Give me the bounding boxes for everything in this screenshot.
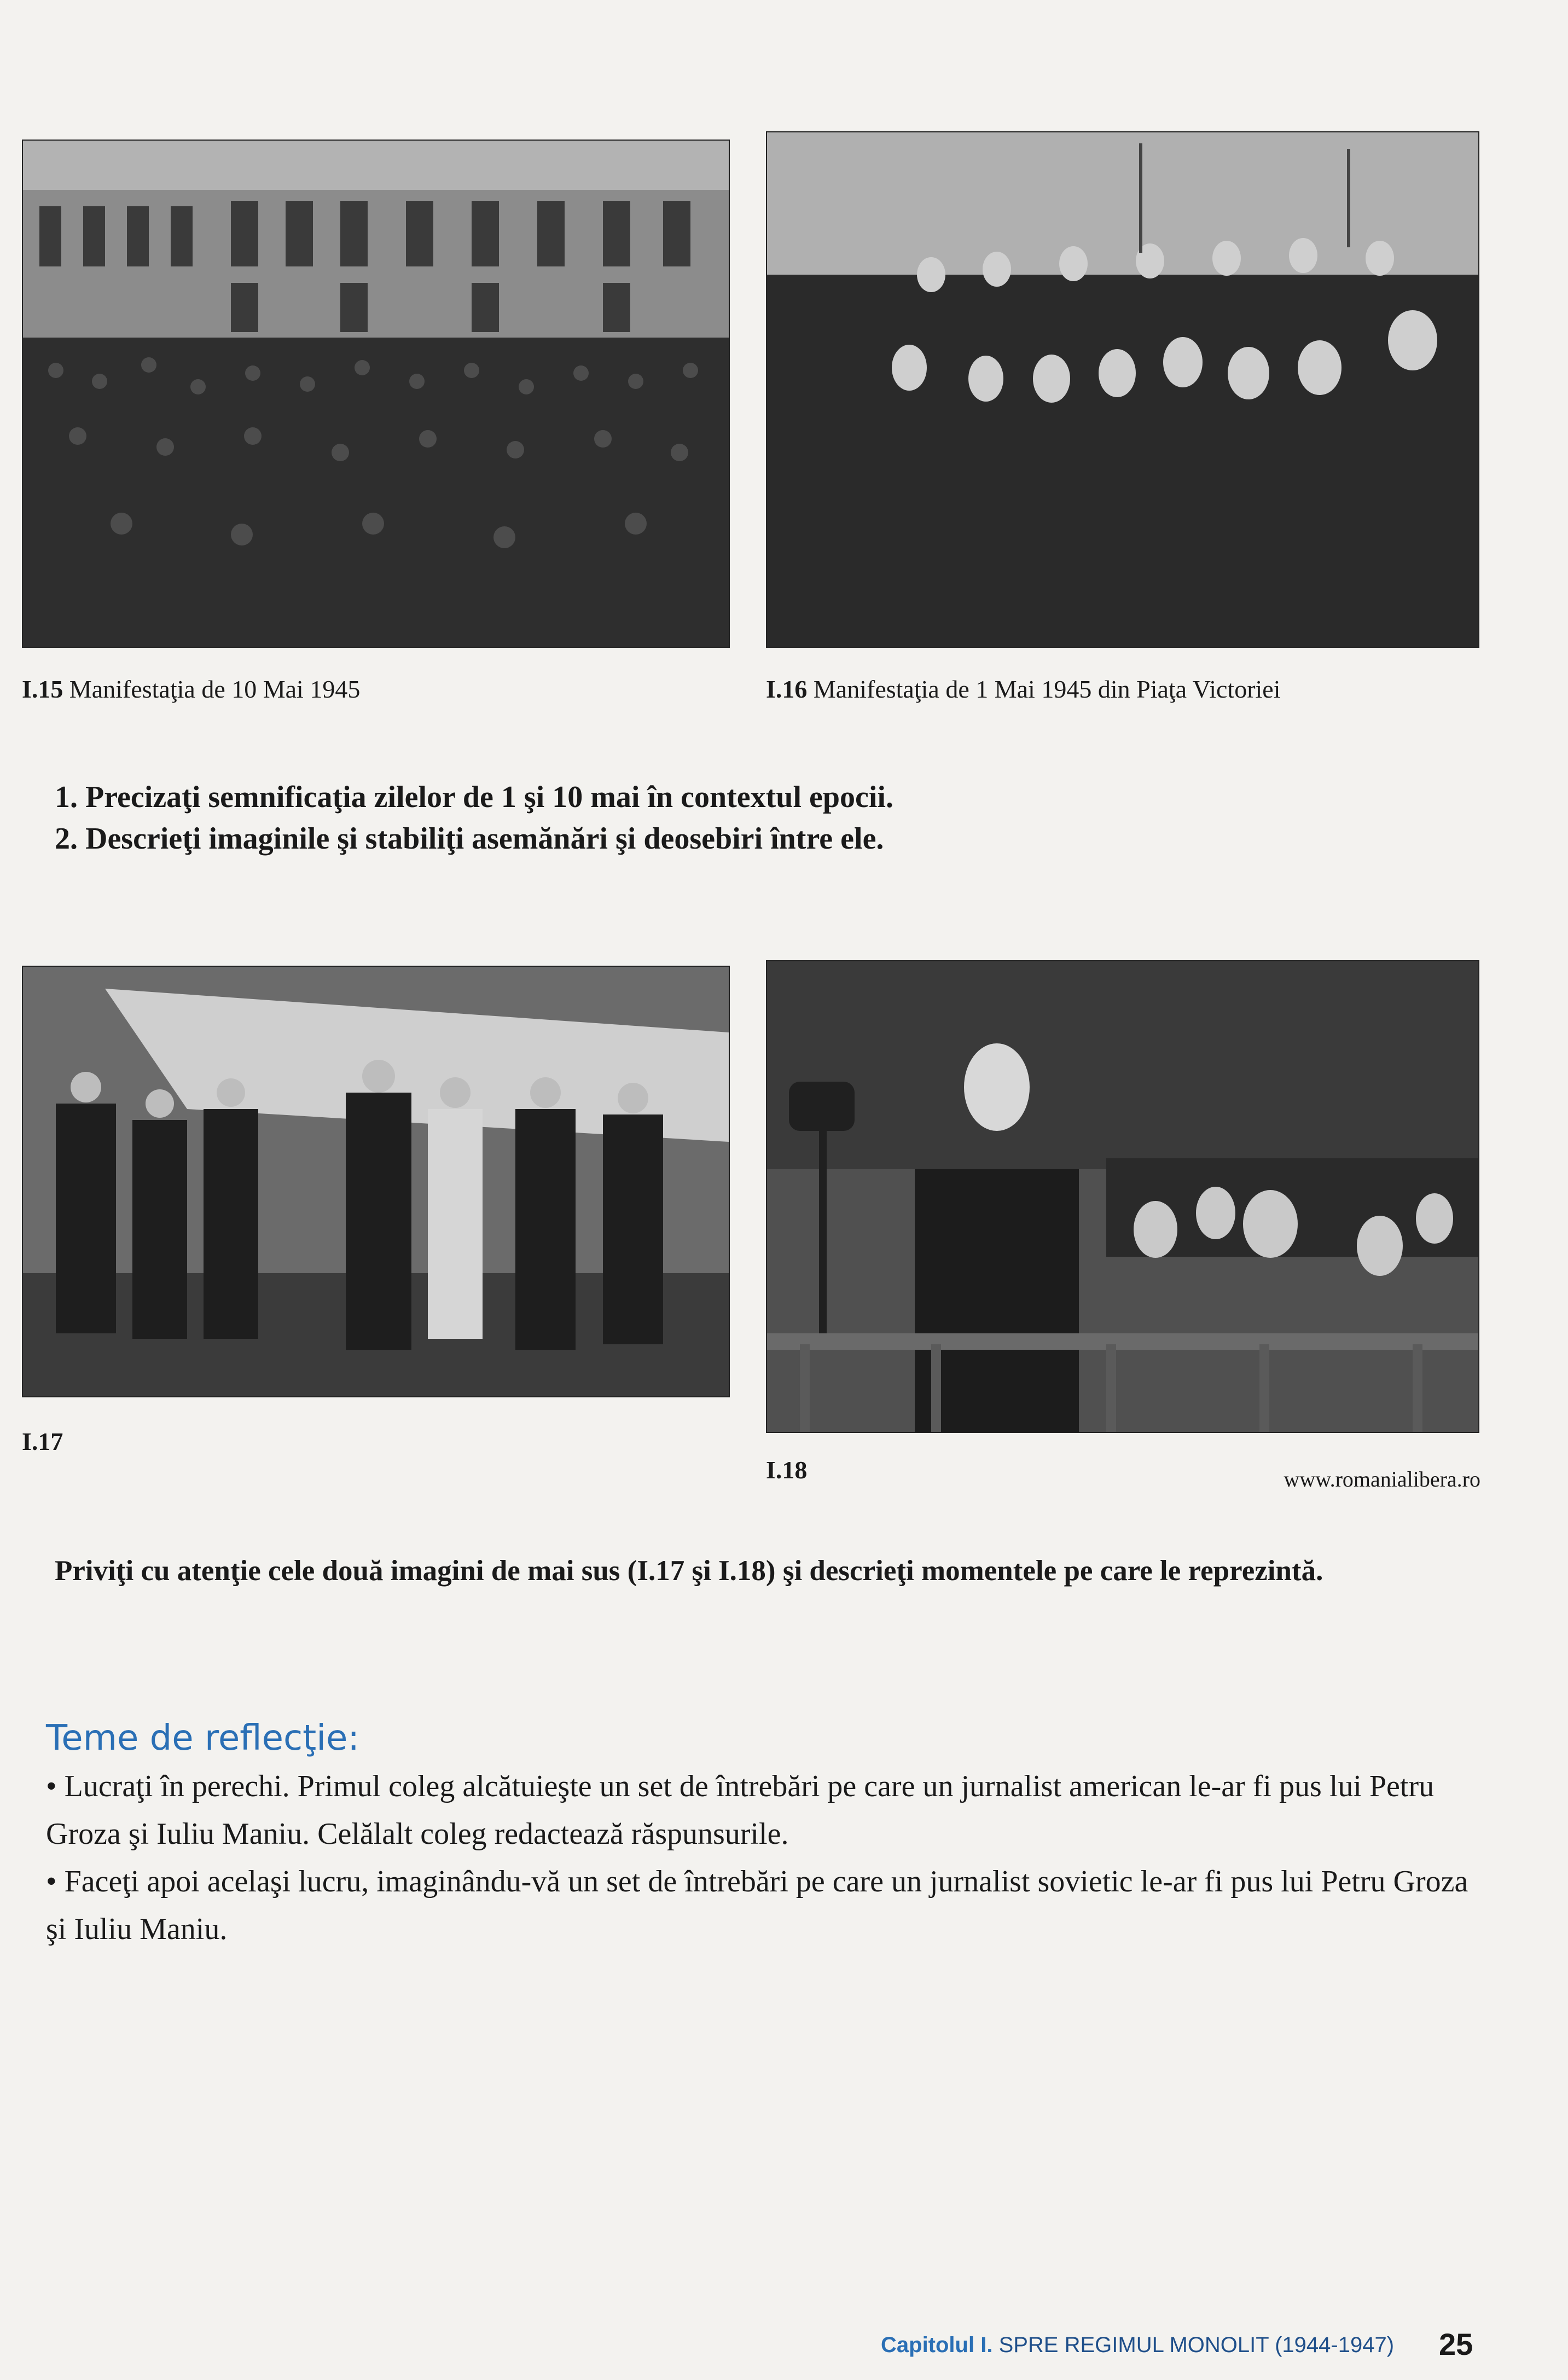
caption-i17: I.17 <box>22 1427 63 1455</box>
photo-i18 <box>766 960 1479 1433</box>
photo-i17 <box>22 966 730 1397</box>
reflection-bullet-1: • Lucraţi în perechi. Primul coleg alcătuieşte un set de întrebări pe care un jurnalist american le-ar fi pus lui Petru Groza şi Iuliu Maniu. Celălalt coleg redactează răspunsurile. <box>46 1769 1435 1851</box>
question-images: Priviţi cu atenţie cele două imagini de mai sus (I.17 şi I.18) şi descrieţi momentele pe care le reprezintă. <box>55 1555 1323 1587</box>
caption-i15: I.15 Manifestaţia de 10 Mai 1945 <box>22 675 361 703</box>
caption-i18: I.18 <box>766 1456 808 1484</box>
page-number: 25 <box>1439 2327 1473 2361</box>
chapter-title: SPRE REGIMUL MONOLIT (1944-1947) <box>998 2333 1395 2357</box>
chapter-label: Capitolul I. <box>881 2333 993 2357</box>
chapter-footer <box>881 2333 1394 2358</box>
caption-i16: I.16 Manifestaţia de 1 Mai 1945 din Piaţa Victoriei <box>766 675 1281 703</box>
source-credit: www.romanialibera.ro <box>1284 1467 1480 1491</box>
photo-i15 <box>22 140 730 648</box>
photo-i16 <box>766 131 1479 648</box>
reflection-bullet-2: • Faceţi apoi acelaşi lucru, imaginându-vă un set de întrebări pe care un jurnalist sovietic le-ar fi pus lui Petru Groza şi Iuliu Maniu. <box>46 1865 1468 1946</box>
question-1: 1. Precizaţi semnificaţia zilelor de 1 şi 10 mai în contextul epocii. <box>55 780 893 814</box>
reflection-title: Teme de reflecţie: <box>46 1718 359 1758</box>
question-2: 2. Descrieţi imaginile şi stabiliţi asemănări şi deosebiri între ele. <box>55 822 884 856</box>
